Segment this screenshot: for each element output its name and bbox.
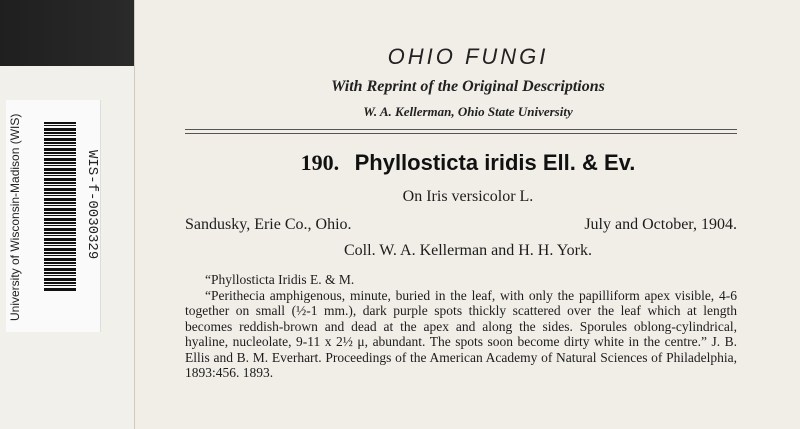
host-plant: On Iris versicolor L. [402,188,534,205]
label-title: OHIO FUNGI [387,44,549,69]
species-heading [135,150,800,176]
original-description [185,272,737,381]
locality: Sandusky, Erie Co., Ohio. [185,216,352,233]
collectors: Coll. W. A. Kellerman and H. H. York. [344,242,592,259]
barcode-id: WIS-f-0030329 [84,150,100,260]
divider-top [185,129,737,130]
specimen-number: 190. [300,150,340,175]
collection-date: July and October, 1904. [584,216,737,233]
institution-text: University of Wisconsin-Madison (WIS) [8,113,22,322]
barcode-graphic [44,122,76,292]
label-subtitle: With Reprint of the Original Descriptions [331,78,605,95]
species-name: Phyllosticta iridis Ell. & Ev. [354,150,636,175]
specimen-label [134,0,800,429]
label-author: W. A. Kellerman, Ohio State University [363,104,573,119]
divider-bottom [185,133,737,134]
reprint-text: “Perithecia amphigenous, minute, buried in the leaf, with only the papilliform apex visible, 4-6 together on small (½-1 mm.), dark purple spots thickly scattered over the leaf which at length becomes reddish-brown and dead at the apex and along the sides. Sporules oblong-cylindrical, hyaline, nucleolate, 9-11 x 2½ μ, abundant. The spots soon become dirty white in the centre.” J. B. Ellis and B. M. Everhart. Proceedings of the American Academy of Natural Sciences of Philadelphia, 1893:456. 1893. [185,287,737,380]
reprint-name: “Phyllosticta Iridis E. & M. [205,272,355,287]
